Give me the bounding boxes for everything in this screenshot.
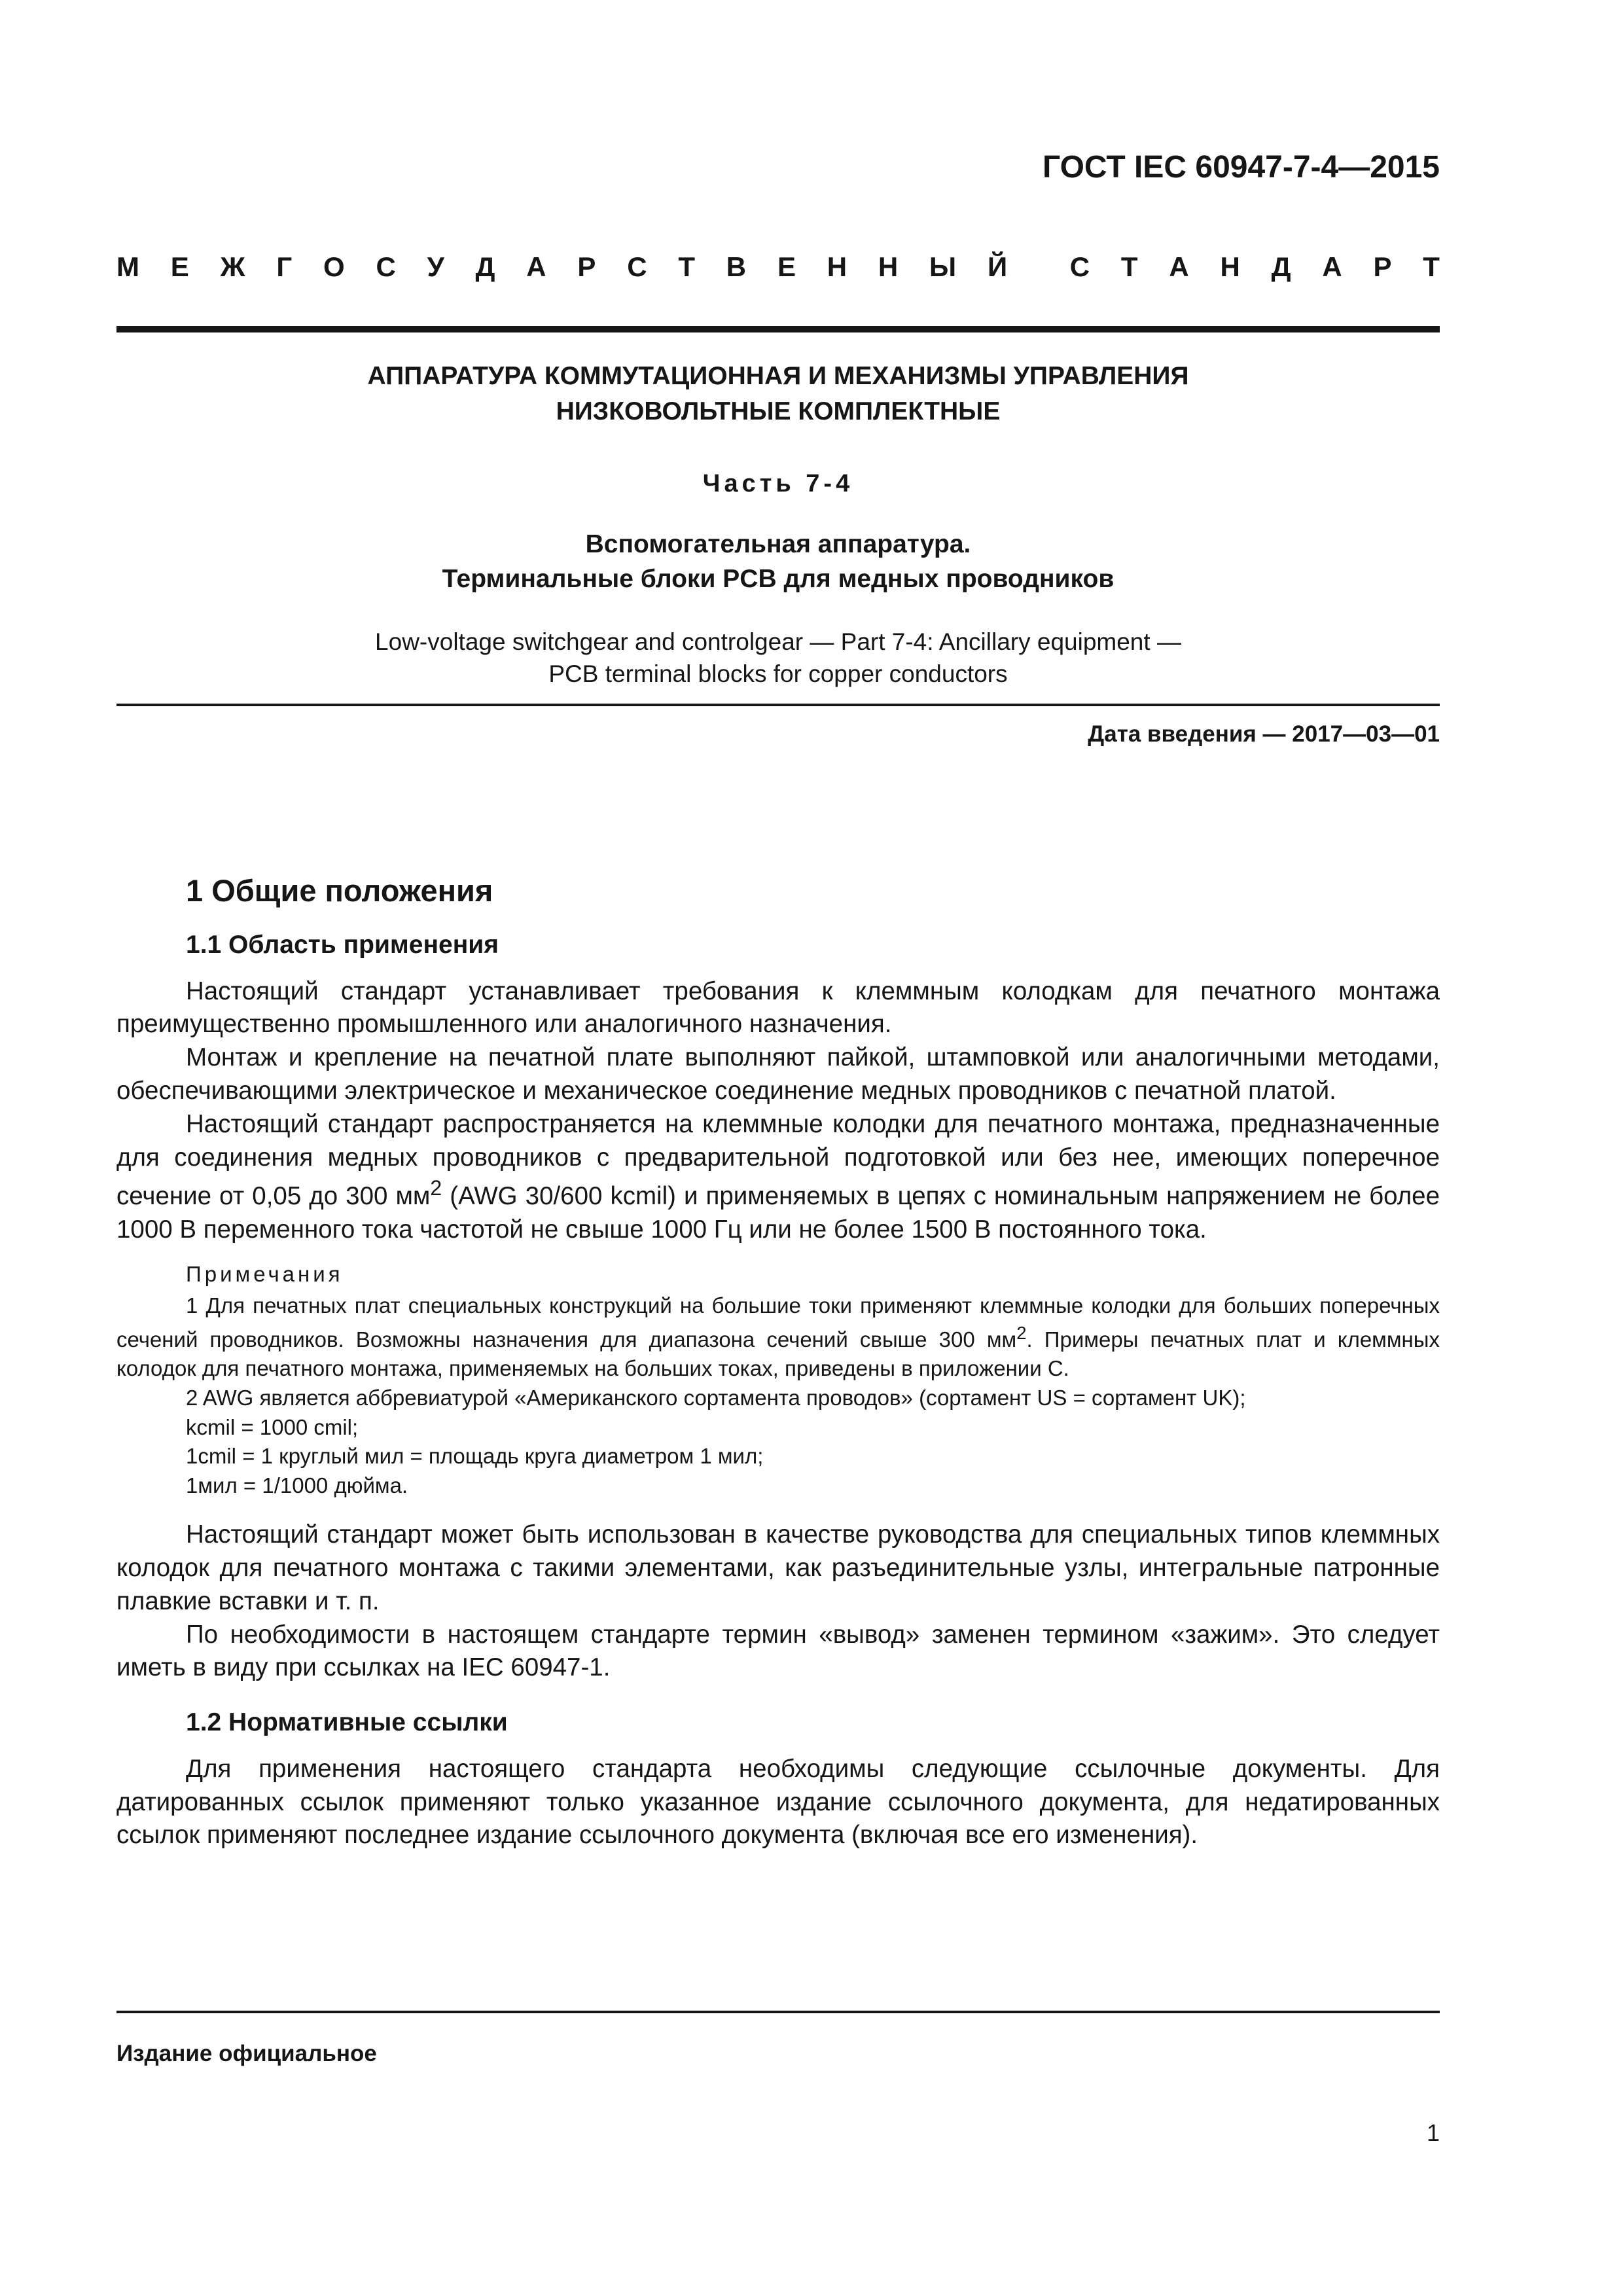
title-line: НИЗКОВОЛЬТНЫЕ КОМПЛЕКТНЫЕ xyxy=(556,397,1001,425)
standard-type-letter: Т xyxy=(1120,251,1138,282)
standard-type-letter: Е xyxy=(170,251,189,282)
standard-type-letter: В xyxy=(726,251,747,282)
notes-block xyxy=(116,1260,1440,1500)
standard-type-letter: Д xyxy=(475,251,495,282)
note xyxy=(116,1291,1440,1384)
note-text: 1 Для печатных плат специальных конструкций на большие токи применяют клеммные колодки для больших поперечных сечений проводников. Возможны назначения для диапазона сечений свыше 300 мм xyxy=(116,1293,1440,1352)
standard-type-letter: О xyxy=(323,251,345,282)
subtitle-line: Вспомогательная аппаратура. xyxy=(585,529,971,558)
note-text: . Примеры печатных плат и клеммных колодок для печатного монтажа, применяемых на больших токах, приведены в приложении С. xyxy=(116,1327,1440,1381)
standard-type-heading xyxy=(116,247,1440,287)
paragraph xyxy=(116,1108,1440,1247)
part-label: Часть 7-4 xyxy=(702,469,854,497)
subtitle-line: Терминальные блоки PCB для медных проводников xyxy=(442,565,1115,594)
paragraph-text: (AWG 30/600 kcmil) и применяемых в цепях с номинальным напряжением не более 1000 В переменного тока частотой не свыше 1000 Гц или не более 1500 В постоянного тока. xyxy=(116,1182,1440,1244)
standard-type-letter: Н xyxy=(878,251,899,282)
superscript: 2 xyxy=(1016,1322,1027,1343)
title-line: АППАРАТУРА КОММУТАЦИОННАЯ И МЕХАНИЗМЫ УПРАВЛЕНИЯ xyxy=(367,362,1189,390)
standard-code: ГОСТ IEC 60947-7-4—2015 xyxy=(1042,150,1440,185)
paragraph: Настоящий стандарт может быть использован в качестве руководства для специальных типов клеммных колодок для печатного монтажа с такими элементами, как разъединительные узлы, интегральные патронные плавкие вставки и т. п. xyxy=(116,1520,1440,1615)
page-number: 1 xyxy=(1426,2119,1440,2146)
document-body xyxy=(116,870,1440,1852)
note: 2 AWG является аббревиатурой «Американского сортамента проводов» (сортамент US = сортамент UK); xyxy=(186,1386,1246,1410)
standard-type-letter: Г xyxy=(276,251,293,282)
standard-type-letter: Т xyxy=(1423,251,1440,282)
standard-type-letter: А xyxy=(1169,251,1189,282)
title-block xyxy=(116,359,1440,691)
standard-type-letter: С xyxy=(1069,251,1090,282)
notes-heading: Примечания xyxy=(186,1261,344,1286)
paragraph: Настоящий стандарт устанавливает требования к клеммным колодкам для печатного монтажа преимущественно промышленного или аналогичного назначения. xyxy=(116,977,1440,1039)
paragraph: По необходимости в настоящем стандарте термин «вывод» заменен термином «зажим». Это следует иметь в виду при ссылках на IEC 60947-1. xyxy=(116,1620,1440,1682)
standard-type-letter: А xyxy=(1322,251,1342,282)
standard-type-letter: Ж xyxy=(220,251,245,282)
paragraph: Для применения настоящего стандарта необходимы следующие ссылочные документы. Для датированных ссылок применяют только указанное издание ссылочного документа, для недатированных ссылок применяют последнее издание ссылочного документа (включая все его изменения). xyxy=(116,1754,1440,1850)
standard-type-letter: Д xyxy=(1271,251,1291,282)
paragraph-text: Настоящий стандарт распространяется на клеммные колодки для печатного монтажа, предназначенные для соединения медных проводников с предварительной подготовкой или без нее, имеющих поперечное сечение от 0,05 до 300 мм xyxy=(116,1109,1440,1211)
standard-type-letter: Е xyxy=(777,251,796,282)
standard-type-letter: Ы xyxy=(929,251,957,282)
edition-label: Издание официальное xyxy=(116,2041,377,2066)
title-divider xyxy=(116,704,1440,706)
standard-type-letter: М xyxy=(116,251,139,282)
note-line: 1мил = 1/1000 дюйма. xyxy=(186,1473,408,1498)
document-subtitle xyxy=(116,527,1440,598)
subsection-heading: 1.1 Область применения xyxy=(186,931,499,960)
standard-type-letter: С xyxy=(376,251,396,282)
standard-type-letter: Р xyxy=(577,251,596,282)
subsection-heading: 1.2 Нормативные ссылки xyxy=(186,1708,508,1737)
standard-type-letter: Р xyxy=(1373,251,1392,282)
paragraph: Монтаж и крепление на печатной плате выполняют пайкой, штамповкой или аналогичными методами, обеспечивающими электрическое и механическое соединение медных проводников с печатной платой. xyxy=(116,1043,1440,1105)
english-title-line: Low-voltage switchgear and controlgear — Part 7-4: Ancillary equipment — xyxy=(375,628,1181,656)
standard-type-letter: А xyxy=(526,251,546,282)
english-title xyxy=(116,626,1440,690)
english-title-line: PCB terminal blocks for copper conductors xyxy=(548,660,1008,688)
header-divider xyxy=(116,326,1440,332)
standard-type-letter: Н xyxy=(827,251,847,282)
document-title xyxy=(116,359,1440,429)
standard-type-letter: С xyxy=(627,251,647,282)
note-line: 1cmil = 1 круглый мил = площадь круга диаметром 1 мил; xyxy=(186,1444,764,1469)
note-line: kcmil = 1000 cmil; xyxy=(186,1414,359,1439)
standard-type-letter: У xyxy=(427,251,444,282)
section-heading: 1 Общие положения xyxy=(186,873,493,908)
introduction-date: Дата введения — 2017—03—01 xyxy=(1088,721,1440,747)
footer-divider xyxy=(116,2011,1440,2013)
standard-type-letter: Н xyxy=(1220,251,1240,282)
standard-type-letter: Т xyxy=(678,251,695,282)
standard-type-letter: Й xyxy=(987,251,1008,282)
superscript: 2 xyxy=(430,1176,442,1200)
